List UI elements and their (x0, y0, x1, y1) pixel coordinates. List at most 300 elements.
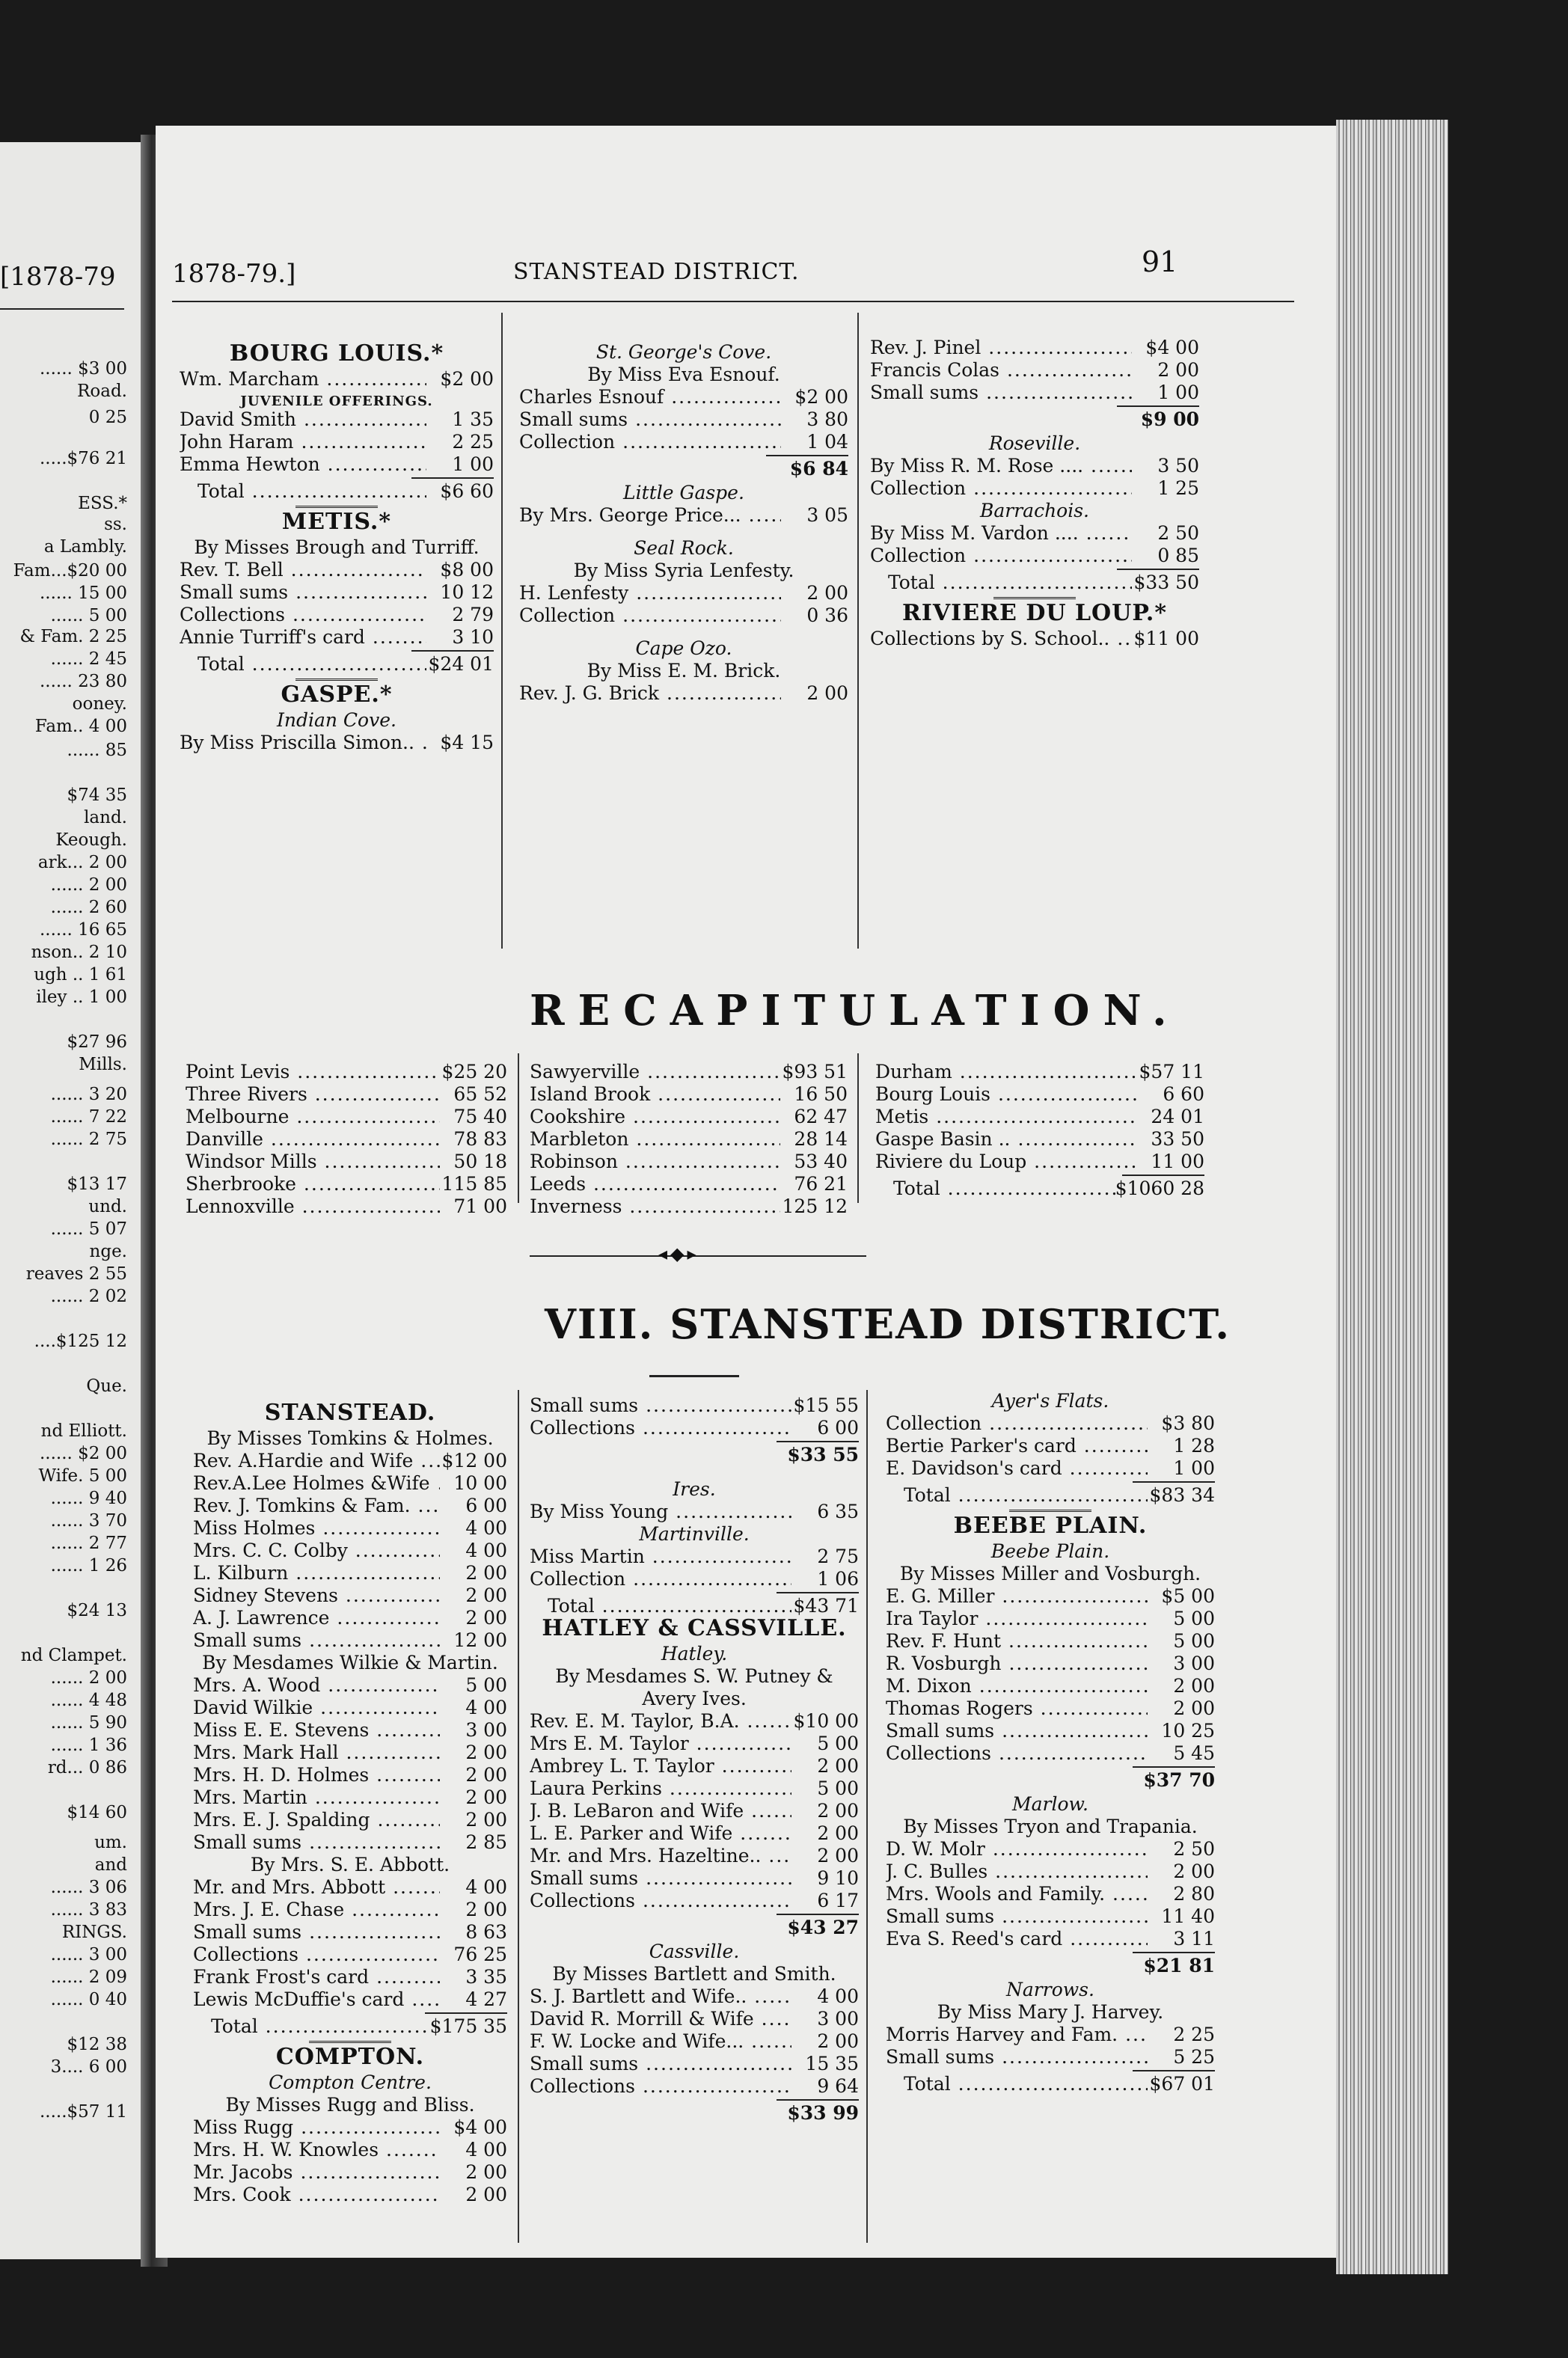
entry-row (870, 545, 1199, 567)
entry-amount: 76 25 (453, 1944, 507, 1965)
entry-row (530, 2053, 859, 2075)
entry-row (519, 408, 848, 431)
entry-row (886, 1928, 1215, 1950)
entry-amount: 4 00 (817, 1985, 859, 2007)
entry-row (193, 1629, 507, 1652)
entry-row (886, 1608, 1215, 1630)
entry-amount: 0 85 (1157, 545, 1199, 566)
place-subheading: Beebe Plain. (990, 1540, 1110, 1562)
entry-label: Marbleton ..... (530, 1128, 780, 1151)
entry-amount: 6 60 (1163, 1083, 1204, 1105)
entry-label: Mrs. Wools and Family. ..... (886, 1883, 1148, 1905)
collector-line: By Miss Syria Lenfesty. (573, 560, 794, 581)
entry-row (193, 1472, 507, 1495)
facing-page-row: ...... 2 75 (50, 1130, 127, 1149)
facing-page-row: ...... 3 83 (50, 1900, 127, 1920)
entry-row (886, 1630, 1215, 1653)
column-stanstead (193, 1402, 507, 2206)
column-divider (857, 1053, 859, 1203)
entry-row (193, 1584, 507, 1607)
entry-row (193, 1450, 507, 1472)
entry-amount: $6 60 (440, 480, 494, 502)
entry-label: Island Brook ..... (530, 1083, 780, 1106)
entry-amount: 6 00 (817, 1417, 859, 1439)
entry-row (193, 2139, 507, 2161)
entry-label: Mrs. E. J. Spalding ..... (193, 1809, 440, 1831)
entry-label: Small sums ..... (193, 1921, 440, 1944)
facing-page-row: iley .. 1 00 (36, 987, 127, 1007)
sum-rule (425, 2012, 507, 2014)
entry-amount: $11 00 (1133, 628, 1199, 649)
facing-page-row: Fam...$20 00 (13, 561, 127, 581)
entry-amount: 2 00 (465, 1809, 507, 1831)
entry-row (193, 1966, 507, 1988)
entry-amount: 10 12 (440, 581, 494, 603)
column-divider (501, 313, 503, 949)
entry-label: J. B. LeBaron and Wife ..... (530, 1800, 791, 1822)
entry-row (530, 1890, 859, 1912)
facing-page-row: RINGS. (61, 1923, 127, 1942)
entry-label: L. E. Parker and Wife ..... (530, 1822, 791, 1845)
entry-amount: 4 00 (465, 1517, 507, 1539)
facing-page-row: $27 96 (67, 1032, 127, 1052)
entry-row (875, 1106, 1204, 1128)
entry-row (530, 1800, 859, 1822)
entry-amount: 10 00 (453, 1472, 507, 1494)
entry-amount: 78 83 (453, 1128, 507, 1150)
entry-row (530, 2008, 859, 2030)
entry-row (530, 1151, 848, 1173)
entry-amount: 2 00 (817, 1822, 859, 1844)
entry-label: Rev. F. Hunt ..... (886, 1630, 1148, 1653)
facing-page-row: nge. (89, 1242, 127, 1261)
entry-label: Durham ..... (875, 1061, 1137, 1083)
page (156, 126, 1336, 2258)
facing-page-row: $14 60 (67, 1803, 127, 1822)
facing-page-row: ...... 3 70 (50, 1511, 127, 1531)
entry-row (193, 2161, 507, 2184)
entry-row (530, 1568, 859, 1590)
facing-page-row: .....$76 21 (39, 449, 127, 468)
facing-page-row: ...... 4 48 (50, 1691, 127, 1710)
entry-row (886, 1435, 1215, 1457)
entry-amount: 15 35 (805, 2053, 859, 2074)
facing-page-row: ...... 16 65 (39, 920, 127, 940)
place-subheading: Roseville. (988, 432, 1081, 454)
entry-amount: 1 25 (1157, 477, 1199, 499)
entry-label: Point Levis ..... (186, 1061, 440, 1083)
entry-amount: 75 40 (453, 1106, 507, 1127)
facing-page-row: ...... 0 40 (50, 1990, 127, 2009)
facing-page-row: nson.. 2 10 (31, 943, 127, 962)
entry-row (530, 1733, 859, 1755)
entry-amount: 2 00 (817, 1845, 859, 1867)
entry-amount: 76 21 (794, 1173, 848, 1195)
column-divider (518, 1053, 519, 1203)
entry-row (886, 1838, 1215, 1861)
entry-label: Morris Harvey and Fam. ..... (886, 2024, 1148, 2046)
entry-label: Thomas Rogers ..... (886, 1697, 1148, 1720)
entry-label: Small sums ..... (870, 382, 1132, 404)
entry-row (530, 1985, 859, 2008)
place-subheading: Ayer's Flats. (991, 1390, 1109, 1412)
entry-row (870, 628, 1199, 650)
total-row (886, 1484, 1215, 1507)
entry-row (530, 1867, 859, 1890)
facing-page-row: ...... 2 09 (50, 1967, 127, 1987)
place-subheading: Barrachois. (979, 500, 1089, 521)
entry-row (180, 559, 494, 581)
entry-label: Danville ..... (186, 1128, 440, 1151)
entry-amount: 2 25 (1173, 2024, 1215, 2045)
entry-row (193, 1921, 507, 1944)
entry-label: Total ..... (530, 1595, 791, 1617)
entry-row (193, 1988, 507, 2011)
entry-label: By Miss R. M. Rose .... ..... (870, 455, 1132, 477)
facing-page-row: ...... 23 80 (39, 672, 127, 691)
entry-label: By Miss M. Vardon .... ..... (870, 522, 1132, 545)
entry-amount: 2 85 (465, 1831, 507, 1853)
entry-label: E. Davidson's card ..... (886, 1457, 1148, 1480)
entry-row (530, 2030, 859, 2053)
sum-rule (1117, 569, 1199, 570)
subtotal: $37 70 (1143, 1769, 1215, 1791)
entry-label: Rev. J. Pinel ..... (870, 337, 1132, 359)
column-st-georges-cove (519, 341, 848, 705)
section-heading: RIVIERE DU LOUP.* (901, 600, 1168, 626)
entry-row (530, 2075, 859, 2098)
recap-column-1 (186, 1061, 507, 1218)
entry-label: Small sums ..... (519, 408, 781, 431)
facing-page-row: ...... 85 (67, 741, 127, 760)
section-rule (993, 597, 1076, 599)
entry-label: Rev. E. M. Taylor, B.A. ..... (530, 1710, 791, 1733)
entry-amount: 4 00 (465, 1697, 507, 1718)
entry-label: Melbourne ..... (186, 1106, 440, 1128)
entry-amount: $33 50 (1133, 572, 1199, 593)
entry-label: By Mrs. George Price... ..... (519, 504, 781, 527)
entry-label: E. G. Miller ..... (886, 1585, 1148, 1608)
entry-row (186, 1083, 507, 1106)
facing-page-row: ...... 7 22 (50, 1107, 127, 1127)
entry-amount: 2 00 (465, 1607, 507, 1629)
entry-amount: 2 00 (465, 1584, 507, 1606)
collector-line: By Miss Mary J. Harvey. (937, 2001, 1164, 2023)
entry-amount: 2 00 (465, 2184, 507, 2205)
entry-label: Rev. A.Hardie and Wife ..... (193, 1450, 440, 1472)
entry-amount: 10 25 (1161, 1720, 1215, 1742)
entry-label: Sherbrooke ..... (186, 1173, 440, 1195)
facing-page-row: ss. (104, 515, 127, 534)
entry-row (530, 1777, 859, 1800)
facing-page-row: ...... 3 00 (50, 1945, 127, 1965)
entry-amount: $4 00 (1145, 337, 1199, 358)
facing-page-row: ...... 5 07 (50, 1219, 127, 1239)
entry-label: Small sums ..... (180, 581, 426, 604)
entry-label: Miss Holmes ..... (193, 1517, 440, 1540)
entry-amount: 3 10 (452, 626, 494, 648)
entry-label: Wm. Marcham ..... (180, 368, 426, 391)
section-rule (295, 506, 378, 508)
entry-row (530, 1195, 848, 1218)
entry-label: Small sums ..... (193, 1831, 440, 1854)
entry-label: Bourg Louis ..... (875, 1083, 1137, 1106)
entry-amount: $57 11 (1139, 1061, 1204, 1082)
column-hatley-cassville (530, 1394, 859, 2126)
column-beebe-plain (886, 1390, 1215, 2095)
entry-amount: 1 35 (452, 408, 494, 430)
entry-amount: 2 00 (465, 1786, 507, 1808)
collector-line: By Mesdames S. W. Putney & (555, 1665, 833, 1687)
entry-row (886, 1905, 1215, 1928)
entry-row (180, 408, 494, 431)
entry-amount: 5 00 (817, 1777, 859, 1799)
facing-page-row: ...... $3 00 (39, 359, 127, 379)
subtotal: $33 99 (787, 2102, 859, 2124)
sum-rule (777, 2099, 859, 2101)
entry-label: Rev.A.Lee Holmes &Wife ..... (193, 1472, 440, 1495)
entry-label: Mr. and Mrs. Hazeltine.. ..... (530, 1845, 791, 1867)
entry-label: Mrs. A. Wood ..... (193, 1674, 440, 1697)
page-edges (1336, 120, 1448, 2274)
entry-label: Collection ..... (519, 431, 781, 453)
entry-amount: 12 00 (453, 1629, 507, 1651)
facing-page-row: ESS.* (78, 494, 127, 513)
entry-row (530, 1546, 859, 1568)
entry-label: Collections ..... (180, 604, 426, 626)
entry-amount: 2 00 (465, 1764, 507, 1786)
entry-amount: $2 00 (440, 368, 494, 390)
entry-row (886, 1742, 1215, 1765)
entry-amount: 24 01 (1151, 1106, 1204, 1127)
entry-row (530, 1417, 859, 1439)
entry-label: Three Rivers ..... (186, 1083, 440, 1106)
entry-amount: 5 00 (1173, 1630, 1215, 1652)
entry-amount: 2 00 (806, 582, 848, 604)
entry-amount: $1060 28 (1115, 1178, 1204, 1199)
column-rev-pinel (870, 337, 1199, 650)
section-heading: HATLEY & CASSVILLE. (542, 1615, 847, 1641)
entry-amount: $5 00 (1161, 1585, 1215, 1607)
entry-label: Small sums ..... (530, 2053, 791, 2075)
entry-amount: $25 20 (441, 1061, 507, 1082)
entry-row (186, 1195, 507, 1218)
entry-amount: $24 01 (428, 653, 494, 675)
entry-row (886, 2024, 1215, 2046)
entry-row (530, 1173, 848, 1195)
entry-row (193, 1944, 507, 1966)
spacer (519, 627, 848, 637)
facing-page-row: ...... 2 60 (50, 898, 127, 917)
entry-label: R. Vosburgh ..... (886, 1653, 1148, 1675)
entry-row (875, 1128, 1204, 1151)
place-subheading: Hatley. (661, 1643, 728, 1665)
entry-amount: $4 15 (440, 732, 494, 753)
entry-amount: 3 00 (465, 1719, 507, 1741)
facing-page-row: ooney. (72, 694, 127, 714)
entry-row (519, 504, 848, 527)
entry-row (193, 1562, 507, 1584)
entry-row (519, 582, 848, 604)
entry-amount: 6 35 (817, 1501, 859, 1522)
entry-label: Laura Perkins ..... (530, 1777, 791, 1800)
entry-row (875, 1151, 1204, 1173)
entry-label: Mrs. J. E. Chase ..... (193, 1899, 440, 1921)
sum-rule (411, 650, 494, 652)
entry-amount: $2 00 (794, 386, 848, 408)
sum-rule (1133, 1952, 1215, 1953)
spacer (519, 527, 848, 537)
entry-row (875, 1083, 1204, 1106)
district-title: VIII. STANSTEAD DISTRICT. (545, 1300, 1231, 1348)
place-subheading: Cassville. (649, 1941, 740, 1962)
entry-row (530, 1501, 859, 1523)
entry-label: A. J. Lawrence ..... (193, 1607, 440, 1629)
total-row (875, 1178, 1204, 1200)
entry-row (886, 1585, 1215, 1608)
place-subheading: St. George's Cove. (595, 341, 772, 363)
entry-label: Ira Taylor ..... (886, 1608, 1148, 1630)
collector-line: By Mesdames Wilkie & Martin. (202, 1652, 498, 1673)
entry-amount: 0 36 (806, 604, 848, 626)
entry-label: Mrs E. M. Taylor ..... (530, 1733, 791, 1755)
facing-page-row: Keough. (55, 830, 127, 850)
entry-row (870, 455, 1199, 477)
section-heading: STANSTEAD. (264, 1400, 436, 1426)
place-subheading: Cape Ozo. (635, 637, 732, 659)
entry-label: Mrs. C. C. Colby ..... (193, 1540, 440, 1562)
entry-amount: $67 01 (1149, 2073, 1215, 2095)
facing-page-row: und. (88, 1197, 127, 1216)
entry-amount: 8 63 (465, 1921, 507, 1943)
total-row (530, 1595, 859, 1617)
entry-amount: 2 00 (1173, 1861, 1215, 1882)
entry-row (875, 1061, 1204, 1083)
entry-label: Inverness ..... (530, 1195, 780, 1218)
place-subheading: Narrows. (1006, 1979, 1094, 2000)
entry-row (886, 1720, 1215, 1742)
facing-page-row: ...... 3 06 (50, 1878, 127, 1897)
entry-row (193, 2116, 507, 2139)
facing-page-row: ...... 2 00 (50, 875, 127, 895)
collector-line: By Miss Eva Esnouf. (587, 364, 780, 385)
entry-row (886, 1653, 1215, 1675)
entry-amount: 2 00 (1173, 1675, 1215, 1697)
entry-label: Robinson ..... (530, 1151, 780, 1173)
subtotal: $21 81 (1143, 1955, 1215, 1976)
entry-amount: $8 00 (440, 559, 494, 581)
entry-row (870, 522, 1199, 545)
entry-label: Total ..... (875, 1178, 1115, 1200)
column-divider (518, 1390, 519, 2243)
recap-column-3 (875, 1061, 1204, 1200)
entry-amount: 2 50 (1157, 522, 1199, 544)
subtotal: $43 27 (787, 1917, 859, 1938)
entry-amount: 1 06 (817, 1568, 859, 1590)
entry-label: Small sums ..... (530, 1394, 791, 1417)
entry-label: Mrs. Cook ..... (193, 2184, 440, 2206)
entry-row (530, 1710, 859, 1733)
entry-amount: 33 50 (1151, 1128, 1204, 1150)
entry-amount: 2 79 (452, 604, 494, 625)
facing-page-row: $24 13 (67, 1601, 127, 1620)
place-subheading: Indian Cove. (277, 709, 396, 731)
entry-row (193, 1899, 507, 1921)
entry-row (530, 1106, 848, 1128)
sum-rule (1133, 1766, 1215, 1768)
entry-amount: 1 04 (806, 431, 848, 453)
entry-label: David R. Morrill & Wife ..... (530, 2008, 791, 2030)
entry-label: Sidney Stevens ..... (193, 1584, 440, 1607)
entry-label: Small sums ..... (886, 2046, 1148, 2068)
entry-amount: $83 34 (1149, 1484, 1215, 1506)
entry-label: Total ..... (193, 2015, 430, 2038)
entry-row (193, 1831, 507, 1854)
entry-row (886, 2046, 1215, 2068)
page-number: 91 (1142, 245, 1178, 278)
place-subheading: Little Gaspe. (623, 482, 744, 503)
entry-amount: 4 27 (465, 1988, 507, 2010)
total-row (180, 480, 494, 503)
facing-page-row: ...... 15 00 (39, 584, 127, 603)
facing-page-row: and (94, 1855, 127, 1875)
entry-label: Small sums ..... (193, 1629, 440, 1652)
entry-amount: 5 25 (1173, 2046, 1215, 2068)
entry-row (193, 2184, 507, 2206)
entry-label: Leeds ..... (530, 1173, 780, 1195)
collector-line: By Misses Rugg and Bliss. (225, 2094, 475, 2116)
place-subheading: Martinville. (639, 1523, 750, 1545)
entry-amount: 4 00 (465, 1876, 507, 1898)
small-caps-heading: JUVENILE OFFERINGS. (240, 393, 433, 409)
entry-row (193, 1517, 507, 1540)
collector-line: By Misses Tryon and Trapania. (903, 1816, 1198, 1837)
entry-amount: 11 40 (1161, 1905, 1215, 1927)
entry-amount: 2 00 (465, 1562, 507, 1584)
collector-line: By Misses Bartlett and Smith. (552, 1963, 836, 1985)
facing-page-row: $12 38 (67, 2035, 127, 2054)
entry-label: Small sums ..... (886, 1720, 1148, 1742)
entry-amount: 2 00 (465, 2161, 507, 2183)
entry-label: Collections ..... (530, 2075, 791, 2098)
entry-row (193, 1742, 507, 1764)
entry-row (530, 1394, 859, 1417)
entry-amount: 3 05 (806, 504, 848, 526)
entry-label: Collection ..... (530, 1568, 791, 1590)
entry-amount: 4 00 (465, 1540, 507, 1561)
facing-page-row: & Fam. 2 25 (19, 627, 127, 646)
entry-amount: 3 11 (1173, 1928, 1215, 1950)
entry-row (530, 1822, 859, 1845)
entry-label: Bertie Parker's card ..... (886, 1435, 1148, 1457)
header-title: STANSTEAD DISTRICT. (513, 259, 800, 285)
header-rule (0, 308, 124, 310)
sum-rule (766, 455, 848, 456)
entry-amount: 1 00 (1173, 1457, 1215, 1479)
entry-amount: 2 00 (817, 1755, 859, 1777)
entry-amount: 2 00 (1157, 359, 1199, 381)
entry-row (519, 604, 848, 627)
facing-page-row: ...... 5 00 (50, 606, 127, 625)
entry-label: Windsor Mills ..... (186, 1151, 440, 1173)
entry-label: By Miss Priscilla Simon.. ..... (180, 732, 426, 754)
entry-label: Cookshire ..... (530, 1106, 780, 1128)
collector-line: By Misses Brough and Turriff. (194, 536, 480, 558)
entry-label: John Haram ..... (180, 431, 426, 453)
spacer (530, 1468, 859, 1478)
entry-label: Emma Hewton ..... (180, 453, 426, 476)
sum-rule (1117, 405, 1199, 407)
